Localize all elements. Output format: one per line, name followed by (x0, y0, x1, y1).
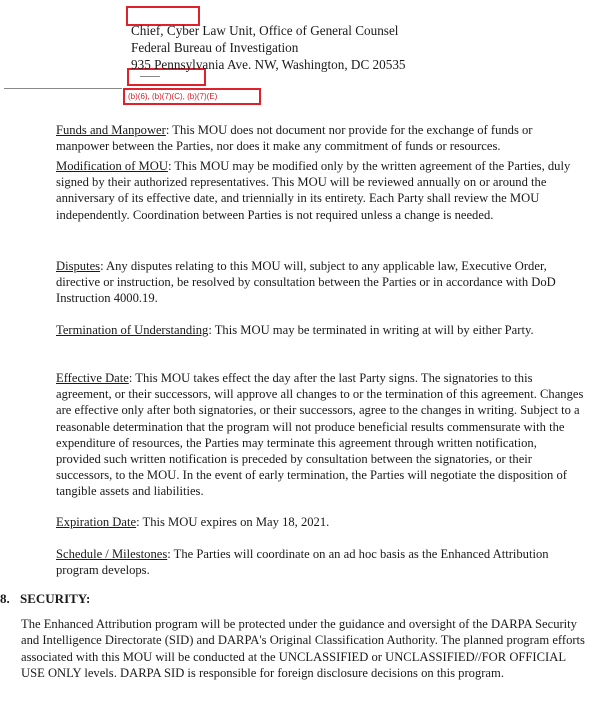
modification-text: : This MOU may be modified only by the written agreement of the Parties, duly signed by their authorized representatives. This MOU will be reviewed annually on or around the anniversary of its effective date, and triennially in its entirety. Each Party shall review the MOU independently. Coordination between Parties is not required unless a change is needed. (56, 159, 571, 222)
effective-date-label: Effective Date (56, 371, 129, 385)
termination-label: Termination of Understanding (56, 323, 209, 337)
security-heading: SECURITY: (20, 591, 91, 606)
expiration-date-paragraph (56, 514, 584, 530)
schedule-paragraph (56, 546, 584, 578)
disputes-label: Disputes (56, 259, 101, 273)
funds-and-manpower-text: : This MOU does not document nor provide for the exchange of funds or manpower between the Parties, nor does it make any commitment of funds or resources. (56, 123, 533, 154)
funds-and-manpower-label: Funds and Manpower (56, 123, 166, 137)
address-line-2: Federal Bureau of Investigation (131, 40, 299, 55)
section-number: 8. (0, 591, 10, 606)
security-paragraph: The Enhanced Attribution program will be protected under the guidance and oversight of the DARPA Security and Intelligence Directorate (SID) and DARPA's Original Classification Authority. The planned program efforts associated with this MOU will be conducted at the UNCLASSIFIED or UNCLASSIFIED//FOR OFFICIAL USE ONLY levels. DARPA SID is responsible for foreign disclosure decisions on this program. (21, 617, 585, 681)
effective-date-text: : This MOU takes effect the day after the last Party signs. The signatories to this agreement, or their successors, will approve all changes to or the termination of this agreement. Changes are effective only after both signatories, or their successors, agree to the changes in writing. Subject to a reasonable determination that the program will not produce beneficial results commensurate with the expenditure of resources, the Parties may terminate this agreement through written notification, provided such written notification is preceded by consultation between the signatories, or their successors, to the MOU. In the event of early termination, the Parties will negotiate the disposition of tangible assets and liabilities. (56, 371, 584, 499)
modification-paragraph (56, 158, 584, 223)
termination-paragraph (56, 322, 584, 338)
schedule-label: Schedule / Milestones (56, 547, 168, 561)
expiration-date-text: : This MOU expires on May 18, 2021. (136, 515, 330, 529)
redaction-code-label: (b)(6), (b)(7)(C), (b)(7)(E) (123, 88, 261, 105)
expiration-date-label: Expiration Date (56, 515, 137, 529)
disputes-text: : Any disputes relating to this MOU will, subject to any applicable law, Executive Order, directive or instruction, be resolved by consultation between the Parties or in accordance with DoD Instruction 4000.19. (56, 259, 556, 306)
address-line-1: Chief, Cyber Law Unit, Office of General Counsel (131, 23, 399, 38)
scan-artifact-line (4, 88, 122, 89)
schedule-text: : The Parties will coordinate on an ad hoc basis as the Enhanced Attribution program develops. (56, 547, 549, 578)
funds-and-manpower-paragraph (56, 122, 584, 154)
address-line-3: 935 Pennsylvania Ave. NW, Washington, DC 20535 (131, 57, 406, 72)
disputes-paragraph (56, 258, 584, 307)
modification-label: Modification of MOU (56, 159, 168, 173)
termination-text: : This MOU may be terminated in writing at will by either Party. (208, 323, 534, 337)
effective-date-paragraph (56, 370, 584, 500)
